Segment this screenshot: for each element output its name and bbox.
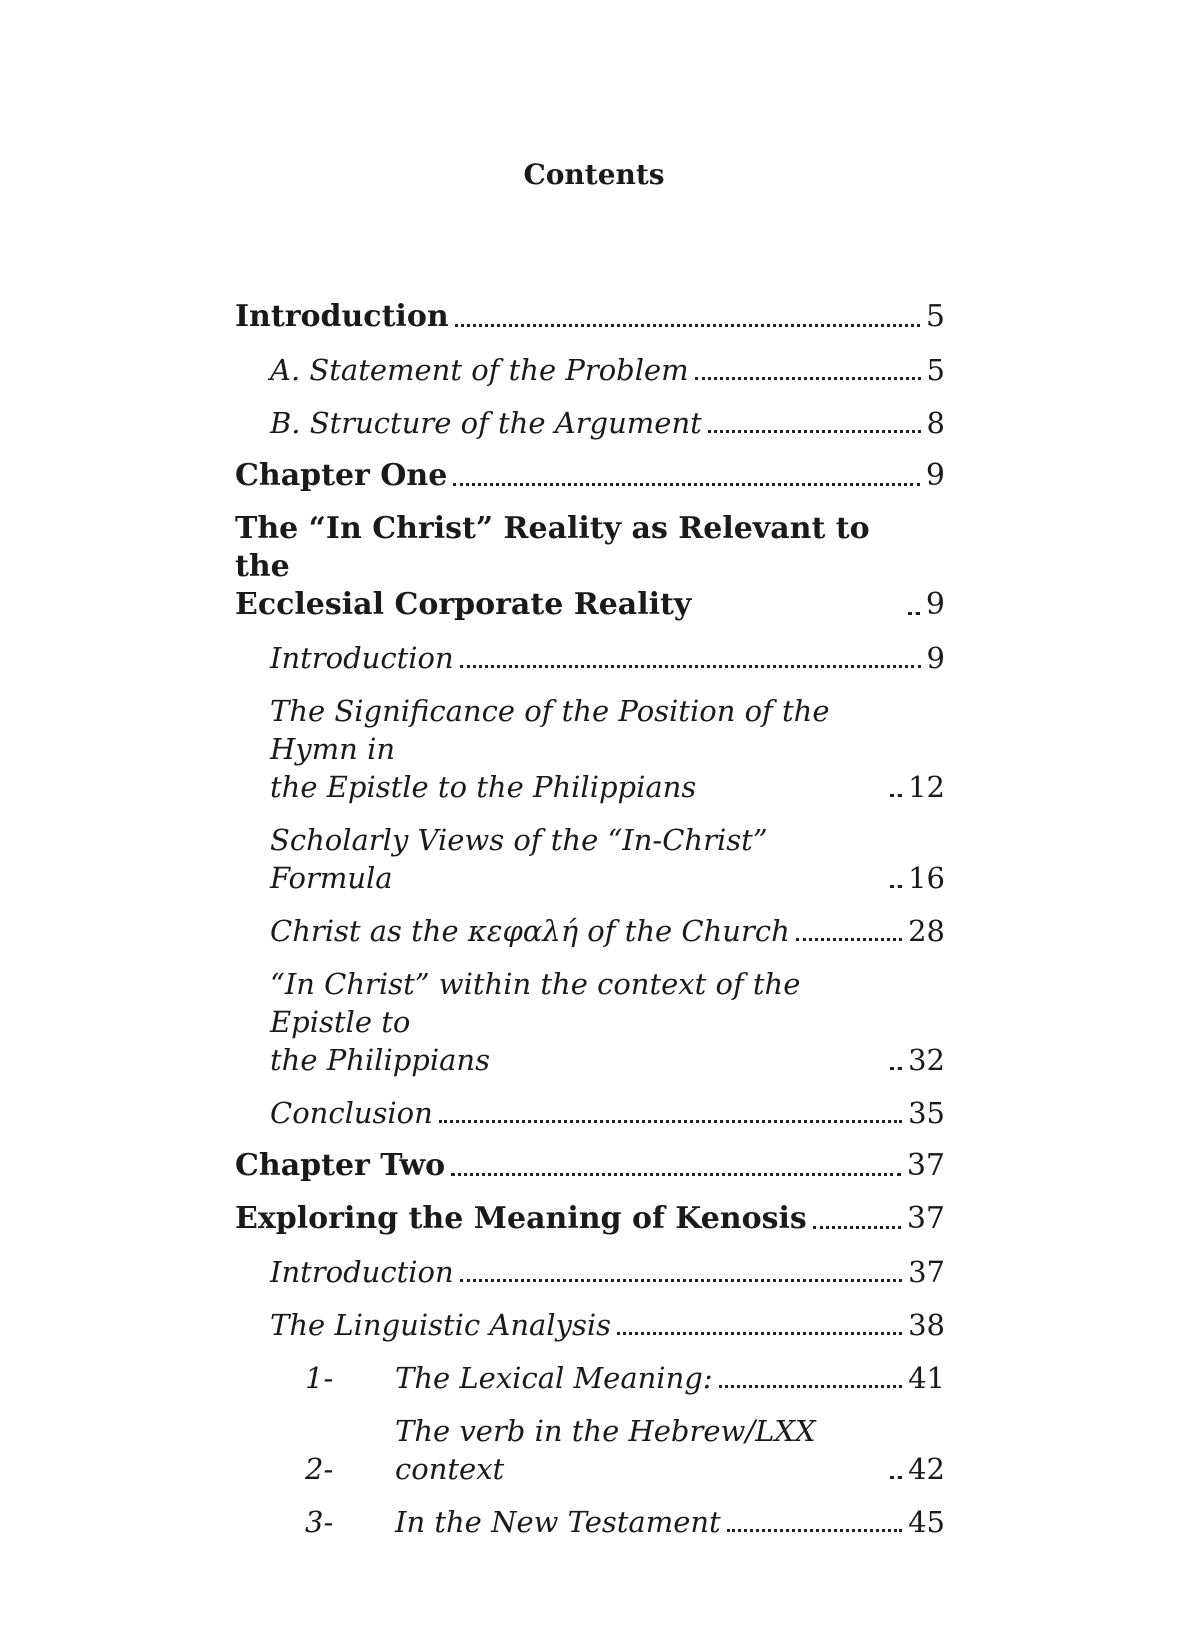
dot-leader bbox=[460, 665, 921, 668]
dot-leader bbox=[460, 1279, 902, 1282]
toc-entry-number: 1- bbox=[305, 1361, 334, 1395]
dot-leader bbox=[453, 483, 920, 486]
toc-entry-title: Introduction bbox=[235, 299, 449, 334]
toc-entry-title: A. Statement of the Problem bbox=[270, 353, 689, 387]
dot-leader bbox=[455, 324, 920, 327]
toc-entry-ch2-introduction[interactable] bbox=[235, 1253, 945, 1291]
toc-entry-lexical-meaning[interactable] bbox=[235, 1359, 945, 1397]
toc-entry-ch1-introduction[interactable] bbox=[235, 639, 945, 677]
toc-entry-verb-hebrew-lxx[interactable] bbox=[235, 1412, 945, 1488]
dot-leader bbox=[708, 430, 921, 433]
toc-entry-in-christ-context[interactable] bbox=[235, 965, 945, 1079]
toc-entry-title: Introduction bbox=[270, 1255, 454, 1289]
dot-leader bbox=[727, 1529, 902, 1532]
toc-entry-ch1-conclusion[interactable] bbox=[235, 1094, 945, 1132]
dot-leader bbox=[796, 938, 902, 941]
toc-entry-title: The Lexical Meaning: bbox=[395, 1361, 713, 1395]
toc-entry-number: 3- bbox=[305, 1505, 334, 1539]
toc-entry-title: The verb in the Hebrew/LXX context bbox=[395, 1414, 816, 1486]
toc-entry-linguistic-analysis[interactable] bbox=[235, 1306, 945, 1344]
toc-entry-number: 2- bbox=[305, 1452, 334, 1486]
toc-entry-statement-of-problem[interactable] bbox=[235, 351, 945, 389]
toc-entry-title: Scholarly Views of the “In-Christ” Formula bbox=[270, 823, 768, 895]
toc-entry-structure-of-argument[interactable] bbox=[235, 404, 945, 442]
toc-entry-title: The “In Christ” Reality as Relevant to the Ecclesial Corporate Reality bbox=[235, 511, 870, 622]
page-title: Contents bbox=[523, 158, 665, 191]
toc-page-number: 37 bbox=[906, 1201, 945, 1236]
toc-page-number: 5 bbox=[926, 353, 945, 387]
toc-entry-title: “In Christ” within the context of the Epistle to the Philippians bbox=[270, 967, 801, 1077]
dot-leader bbox=[813, 1226, 901, 1229]
dot-leader bbox=[451, 1173, 901, 1176]
toc-entry-new-testament[interactable] bbox=[235, 1503, 945, 1541]
dot-leader bbox=[439, 1120, 902, 1123]
toc-entry-title: Chapter Two bbox=[235, 1148, 446, 1183]
table-of-contents bbox=[235, 298, 945, 1556]
toc-page-number: 28 bbox=[908, 914, 945, 948]
toc-page-number: 9 bbox=[926, 641, 945, 675]
toc-page-number: 9 bbox=[925, 587, 945, 622]
dot-leader bbox=[617, 1332, 902, 1335]
toc-page-number: 45 bbox=[908, 1505, 945, 1539]
toc-entry-title: Introduction bbox=[270, 641, 454, 675]
toc-entry-christ-as-kephale[interactable] bbox=[235, 912, 945, 950]
dot-leader bbox=[719, 1385, 903, 1388]
toc-entry-scholarly-views[interactable] bbox=[235, 821, 945, 897]
toc-entry-significance-of-hymn[interactable] bbox=[235, 692, 945, 806]
toc-page-number: 38 bbox=[908, 1308, 945, 1342]
toc-page-number: 32 bbox=[908, 1043, 945, 1077]
toc-entry-introduction[interactable] bbox=[235, 298, 945, 336]
dot-leader bbox=[695, 377, 921, 380]
toc-page-number: 8 bbox=[926, 406, 945, 440]
toc-entry-chapter-one[interactable] bbox=[235, 457, 945, 495]
toc-page-number: 5 bbox=[925, 299, 945, 334]
toc-page-number: 12 bbox=[908, 770, 945, 804]
toc-page-number: 37 bbox=[906, 1148, 945, 1183]
dot-leader bbox=[890, 1067, 902, 1070]
toc-entry-title: The Linguistic Analysis bbox=[270, 1308, 612, 1342]
toc-entry-chapter-two[interactable] bbox=[235, 1147, 945, 1185]
toc-entry-title: Christ as the κεφαλή of the Church bbox=[270, 914, 790, 948]
toc-entry-title: Exploring the Meaning of Kenosis bbox=[235, 1201, 807, 1236]
toc-entry-meaning-of-kenosis[interactable] bbox=[235, 1200, 945, 1238]
toc-page-number: 35 bbox=[908, 1096, 945, 1130]
toc-entry-in-christ-reality[interactable] bbox=[235, 510, 945, 624]
toc-entry-title: B. Structure of the Argument bbox=[270, 406, 702, 440]
dot-leader bbox=[890, 1476, 902, 1479]
toc-entry-title: The Significance of the Position of the Hymn in the Epistle to the Philippians bbox=[270, 694, 830, 804]
toc-page-number: 9 bbox=[925, 458, 945, 493]
dot-leader bbox=[890, 885, 902, 888]
toc-page-number: 42 bbox=[908, 1452, 945, 1486]
toc-entry-title: Chapter One bbox=[235, 458, 448, 493]
toc-entry-title: In the New Testament bbox=[395, 1505, 721, 1539]
dot-leader bbox=[908, 612, 920, 615]
dot-leader bbox=[890, 794, 902, 797]
toc-page-number: 16 bbox=[908, 861, 945, 895]
toc-page-number: 41 bbox=[908, 1361, 945, 1395]
toc-page-number: 37 bbox=[908, 1255, 945, 1289]
toc-entry-title: Conclusion bbox=[270, 1096, 433, 1130]
